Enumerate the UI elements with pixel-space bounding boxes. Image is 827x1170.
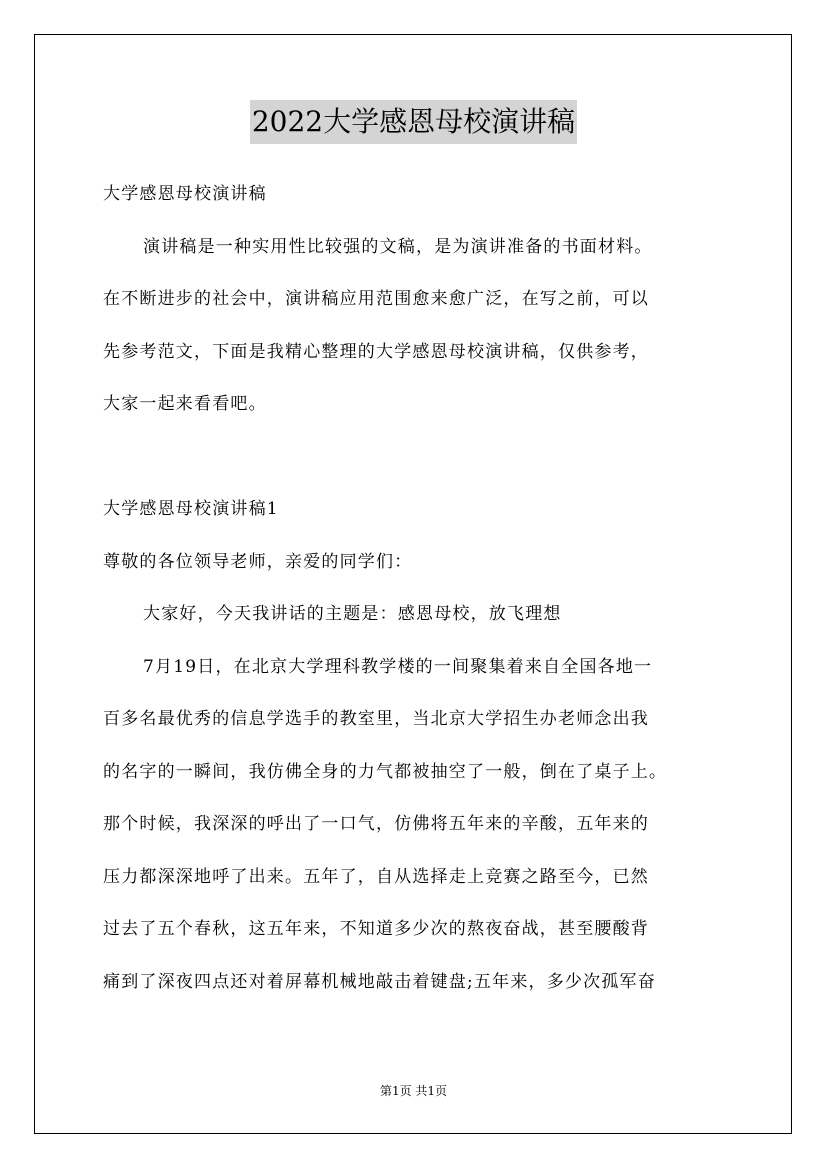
body-line: 压力都深深地呼了出来。五年了，自从选择走上竞赛之路至今，已然 (103, 866, 649, 887)
body-line: 7月19日，在北京大学理科教学楼的一间聚集着来自全国各地一 (143, 656, 653, 677)
body-line: 过去了五个春秋，这五年来，不知道多少次的熬夜奋战，甚至腰酸背 (103, 919, 649, 939)
body-line: 尊敬的各位领导老师，亲爱的同学们： (103, 551, 413, 572)
body-line: 痛到了深夜四点还对着屏幕机械地敲击着键盘;五年来，多少次孤军奋 (103, 971, 656, 992)
body-line: 演讲稿是一种实用性比较强的文稿，是为演讲准备的书面材料。 (143, 236, 653, 257)
body-line (103, 431, 743, 484)
body-line: 大学感恩母校演讲稿1 (103, 499, 279, 519)
body-line: 在不断进步的社会中，演讲稿应用范围愈来愈广泛，在写之前，可以 (103, 289, 649, 309)
page-footer: 第1页 共1页 (379, 1084, 448, 1098)
document-title: 2022大学感恩母校演讲稿 (250, 100, 577, 144)
body-line: 百多名最优秀的信息学选手的教室里，当北京大学招生办老师念出我 (103, 709, 649, 729)
body-line: 大家一起来看看吧。 (103, 394, 267, 414)
title-container (0, 100, 827, 144)
body-line: 大家好，今天我讲话的主题是：感恩母校，放飞理想 (143, 604, 562, 624)
body-line: 先参考范文，下面是我精心整理的大学感恩母校演讲稿，仅供参考， (103, 341, 649, 362)
body-line: 大学感恩母校演讲稿 (103, 184, 267, 204)
body-line: 的名字的一瞬间，我仿佛全身的力气都被抽空了一般，倒在了桌子上。 (103, 761, 668, 782)
body-line: 那个时候，我深深的呼出了一口气，仿佛将五年来的辛酸，五年来的 (103, 814, 649, 834)
document-body (103, 168, 743, 1008)
